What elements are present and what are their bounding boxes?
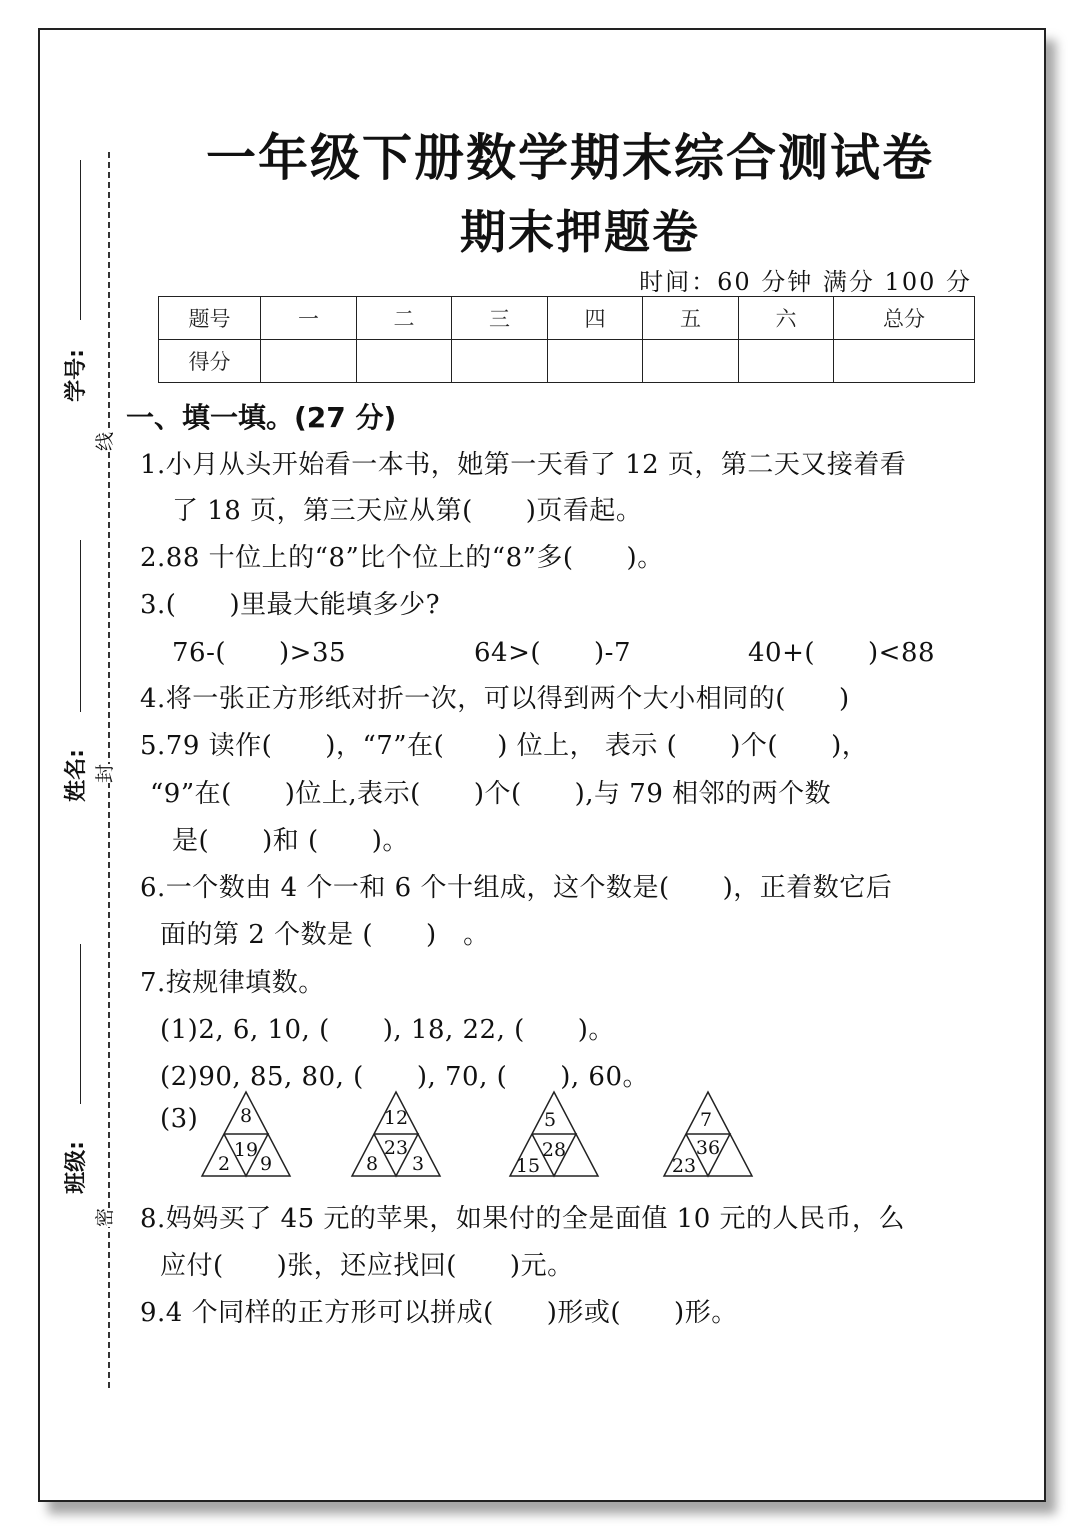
- question-3-item-c: 40+( )<88: [748, 638, 936, 668]
- score-cell: 五: [643, 297, 739, 340]
- score-table-header-row: [159, 297, 975, 340]
- question-4: 4.将一张正方形纸对折一次，可以得到两个大小相同的( ): [140, 684, 850, 714]
- score-cell: 六: [739, 297, 834, 340]
- question-5-line-1: 5.79 读作( )，“7”在( ) 位上， 表示 ( )个( )，: [140, 731, 869, 761]
- triangle-3-top: 5: [543, 1109, 557, 1131]
- question-1-line-2: 了 18 页，第三天应从第( )页看起。: [172, 496, 643, 526]
- question-6-line-1: 6.一个数由 4 个一和 6 个十组成，这个数是( )，正着数它后: [140, 873, 893, 903]
- seal-char-line: 线: [90, 432, 117, 451]
- question-3-item-b: 64>( )-7: [474, 638, 631, 668]
- score-input-cell[interactable]: [357, 340, 452, 383]
- score-row-label: 得分: [159, 340, 261, 383]
- question-3-item-a: 76-( )>35: [172, 638, 347, 668]
- question-3: 3.( )里最大能填多少?: [140, 590, 441, 620]
- triangle-2-center: 23: [383, 1137, 409, 1159]
- seal-char-seal: 封: [90, 764, 117, 783]
- question-5-line-3: 是( )和 ( )。: [172, 826, 409, 856]
- score-cell: 题号: [159, 297, 261, 340]
- score-input-cell[interactable]: [643, 340, 739, 383]
- score-table-score-row: [159, 340, 975, 383]
- question-7-part-1: (1)2, 6, 10, ( ), 18, 22, ( )。: [160, 1015, 615, 1045]
- student-no-label: 学号:: [63, 349, 89, 402]
- triangle-3-center: 28: [541, 1139, 567, 1161]
- triangle-4-left: 23: [671, 1155, 697, 1177]
- score-table: [158, 296, 975, 383]
- triangle-2-left: 8: [365, 1153, 379, 1175]
- score-cell: 二: [357, 297, 452, 340]
- name-label: 姓名:: [63, 749, 89, 802]
- triangle-puzzle-3: [508, 1090, 600, 1178]
- score-input-cell[interactable]: [452, 340, 548, 383]
- question-6-line-2: 面的第 2 个数是 ( ) 。: [160, 920, 490, 950]
- page-title: 一年级下册数学期末综合测试卷: [206, 129, 934, 187]
- question-7: 7.按规律填数。: [140, 968, 325, 998]
- triangle-4-center: 36: [695, 1137, 721, 1159]
- triangle-2-right: 3: [411, 1153, 425, 1175]
- question-2: 2.88 十位上的“8”比个位上的“8”多( )。: [140, 543, 664, 573]
- score-cell: 三: [452, 297, 548, 340]
- triangle-1-center: 19: [233, 1139, 259, 1161]
- page-subtitle: 期末押题卷: [460, 205, 700, 259]
- score-input-cell[interactable]: [739, 340, 834, 383]
- time-and-score-info: 时间：60 分钟 满分 100 分: [639, 268, 972, 296]
- triangle-1-left: 2: [217, 1153, 231, 1175]
- question-1-line-1: 1.小月从头开始看一本书，她第一天看了 12 页，第二天又接着看: [140, 450, 907, 480]
- question-5-line-2: “9”在( )位上,表示( )个( ),与 79 相邻的两个数: [150, 779, 832, 809]
- question-8-line-2: 应付( )张，还应找回( )元。: [160, 1251, 574, 1281]
- score-input-cell[interactable]: [261, 340, 357, 383]
- triangle-1-top: 8: [239, 1105, 253, 1127]
- triangle-3-left: 15: [515, 1155, 541, 1177]
- triangle-puzzle-2: [350, 1090, 442, 1178]
- margin-rule-class: [80, 944, 81, 1104]
- triangle-4-top: 7: [699, 1109, 713, 1131]
- question-7-part-2: (2)90, 85, 80, ( ), 70, ( ), 60。: [160, 1062, 649, 1092]
- score-cell: 四: [548, 297, 643, 340]
- question-7-part-3: (3): [160, 1104, 199, 1134]
- score-cell: 一: [261, 297, 357, 340]
- score-input-cell[interactable]: [548, 340, 643, 383]
- question-8-line-1: 8.妈妈买了 45 元的苹果，如果付的全是面值 10 元的人民币，么: [140, 1204, 906, 1234]
- section-heading: 一、填一填。(27 分): [126, 401, 397, 434]
- triangle-puzzle-4: [662, 1090, 754, 1178]
- triangle-1-right: 9: [259, 1153, 273, 1175]
- seal-char-secret: 密: [90, 1208, 117, 1227]
- margin-rule-name: [80, 540, 81, 712]
- score-cell: 总分: [834, 297, 975, 340]
- triangle-puzzle-1: [200, 1090, 292, 1178]
- question-9: 9.4 个同样的正方形可以拼成( )形或( )形。: [140, 1298, 738, 1328]
- triangle-2-top: 12: [383, 1107, 409, 1129]
- class-label: 班级:: [63, 1141, 89, 1194]
- score-input-cell[interactable]: [834, 340, 975, 383]
